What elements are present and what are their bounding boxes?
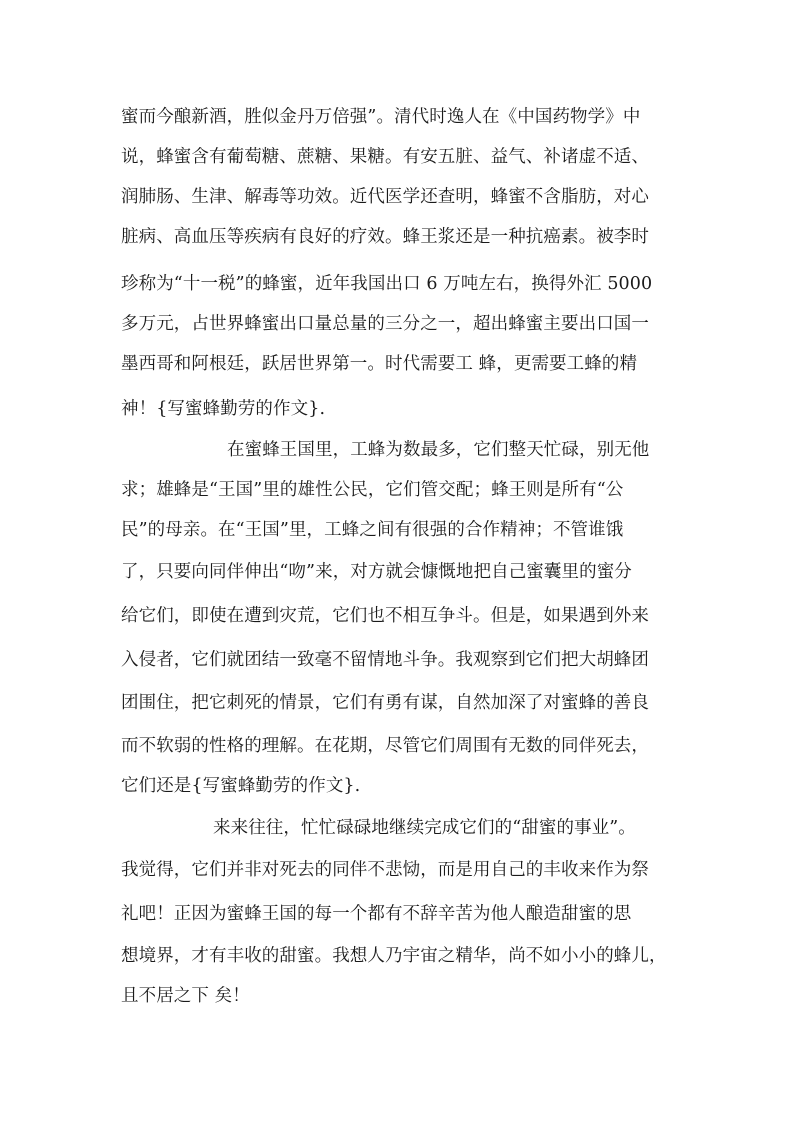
text-line-1: 蜜而今酿新酒，胜似金丹万倍强”。清代时逸人在《中国药物学》中 xyxy=(121,107,641,127)
text-line-10: 求；雄蜂是“王国”里的雄性公民，它们管交配；蜂王则是所有“公 xyxy=(121,480,624,500)
text-line-17: 它们还是{写蜜蜂勤劳的作文}. xyxy=(121,776,361,796)
text-line-9: 在蜜蜂王国里，工蜂为数最多，它们整天忙碌，别无他 xyxy=(227,440,650,460)
text-line-12: 了，只要向同伴伸出“吻”来，对方就会慷慨地把自己蜜囊里的蜜分 xyxy=(121,562,632,582)
text-line-6: 多万元，占世界蜂蜜出口量总量的三分之一，超出蜂蜜主要出口国一 xyxy=(121,314,649,334)
text-line-4: 脏病、高血压等疾病有良好的疗效。蜂王浆还是一种抗癌素。被李时 xyxy=(121,227,649,247)
text-line-19: 我觉得，它们并非对死去的同伴不悲恸，而是用自己的丰收来作为祭 xyxy=(121,860,649,880)
text-line-22: 且不居之下 矣！ xyxy=(121,986,250,1006)
text-line-21: 想境界，才有丰收的甜蜜。我想人乃宇宙之精华，尚不如小小的蜂儿， xyxy=(121,946,667,966)
text-line-20: 礼吧！正因为蜜蜂王国的每一个都有不辞辛苦为他人酿造甜蜜的思 xyxy=(121,904,632,924)
text-line-3: 润肺肠、生津、解毒等功效。近代医学还查明，蜂蜜不含脂肪，对心 xyxy=(121,187,649,207)
text-line-2: 说，蜂蜜含有葡萄糖、蔗糖、果糖。有安五脏、益气、补诸虚不适、 xyxy=(121,147,649,167)
text-line-11: 民”的母亲。在“王国”里，工蜂之间有很强的合作精神；不管谁饿 xyxy=(121,520,624,540)
text-line-18: 来来往往，忙忙碌碌地继续完成它们的“甜蜜的事业”。 xyxy=(213,818,636,838)
text-line-16: 而不软弱的性格的理解。在花期，尽管它们周围有无数的同伴死去， xyxy=(121,736,649,756)
text-line-8: 神！{写蜜蜂勤劳的作文}. xyxy=(121,399,326,419)
text-line-14: 入侵者，它们就团结一致毫不留情地斗争。我观察到它们把大胡蜂团 xyxy=(121,650,649,670)
text-line-5: 珍称为“十一税”的蜂蜜，近年我国出口 6 万吨左右，换得外汇 5000 xyxy=(121,274,653,294)
text-line-7: 墨西哥和阿根廷，跃居世界第一。时代需要工 蜂，更需要工蜂的精 xyxy=(121,354,638,374)
text-line-15: 团围住，把它刺死的情景，它们有勇有谋，自然加深了对蜜蜂的善良 xyxy=(121,693,649,713)
text-line-13: 给它们，即使在遭到灾荒，它们也不相互争斗。但是，如果遇到外来 xyxy=(121,606,649,626)
